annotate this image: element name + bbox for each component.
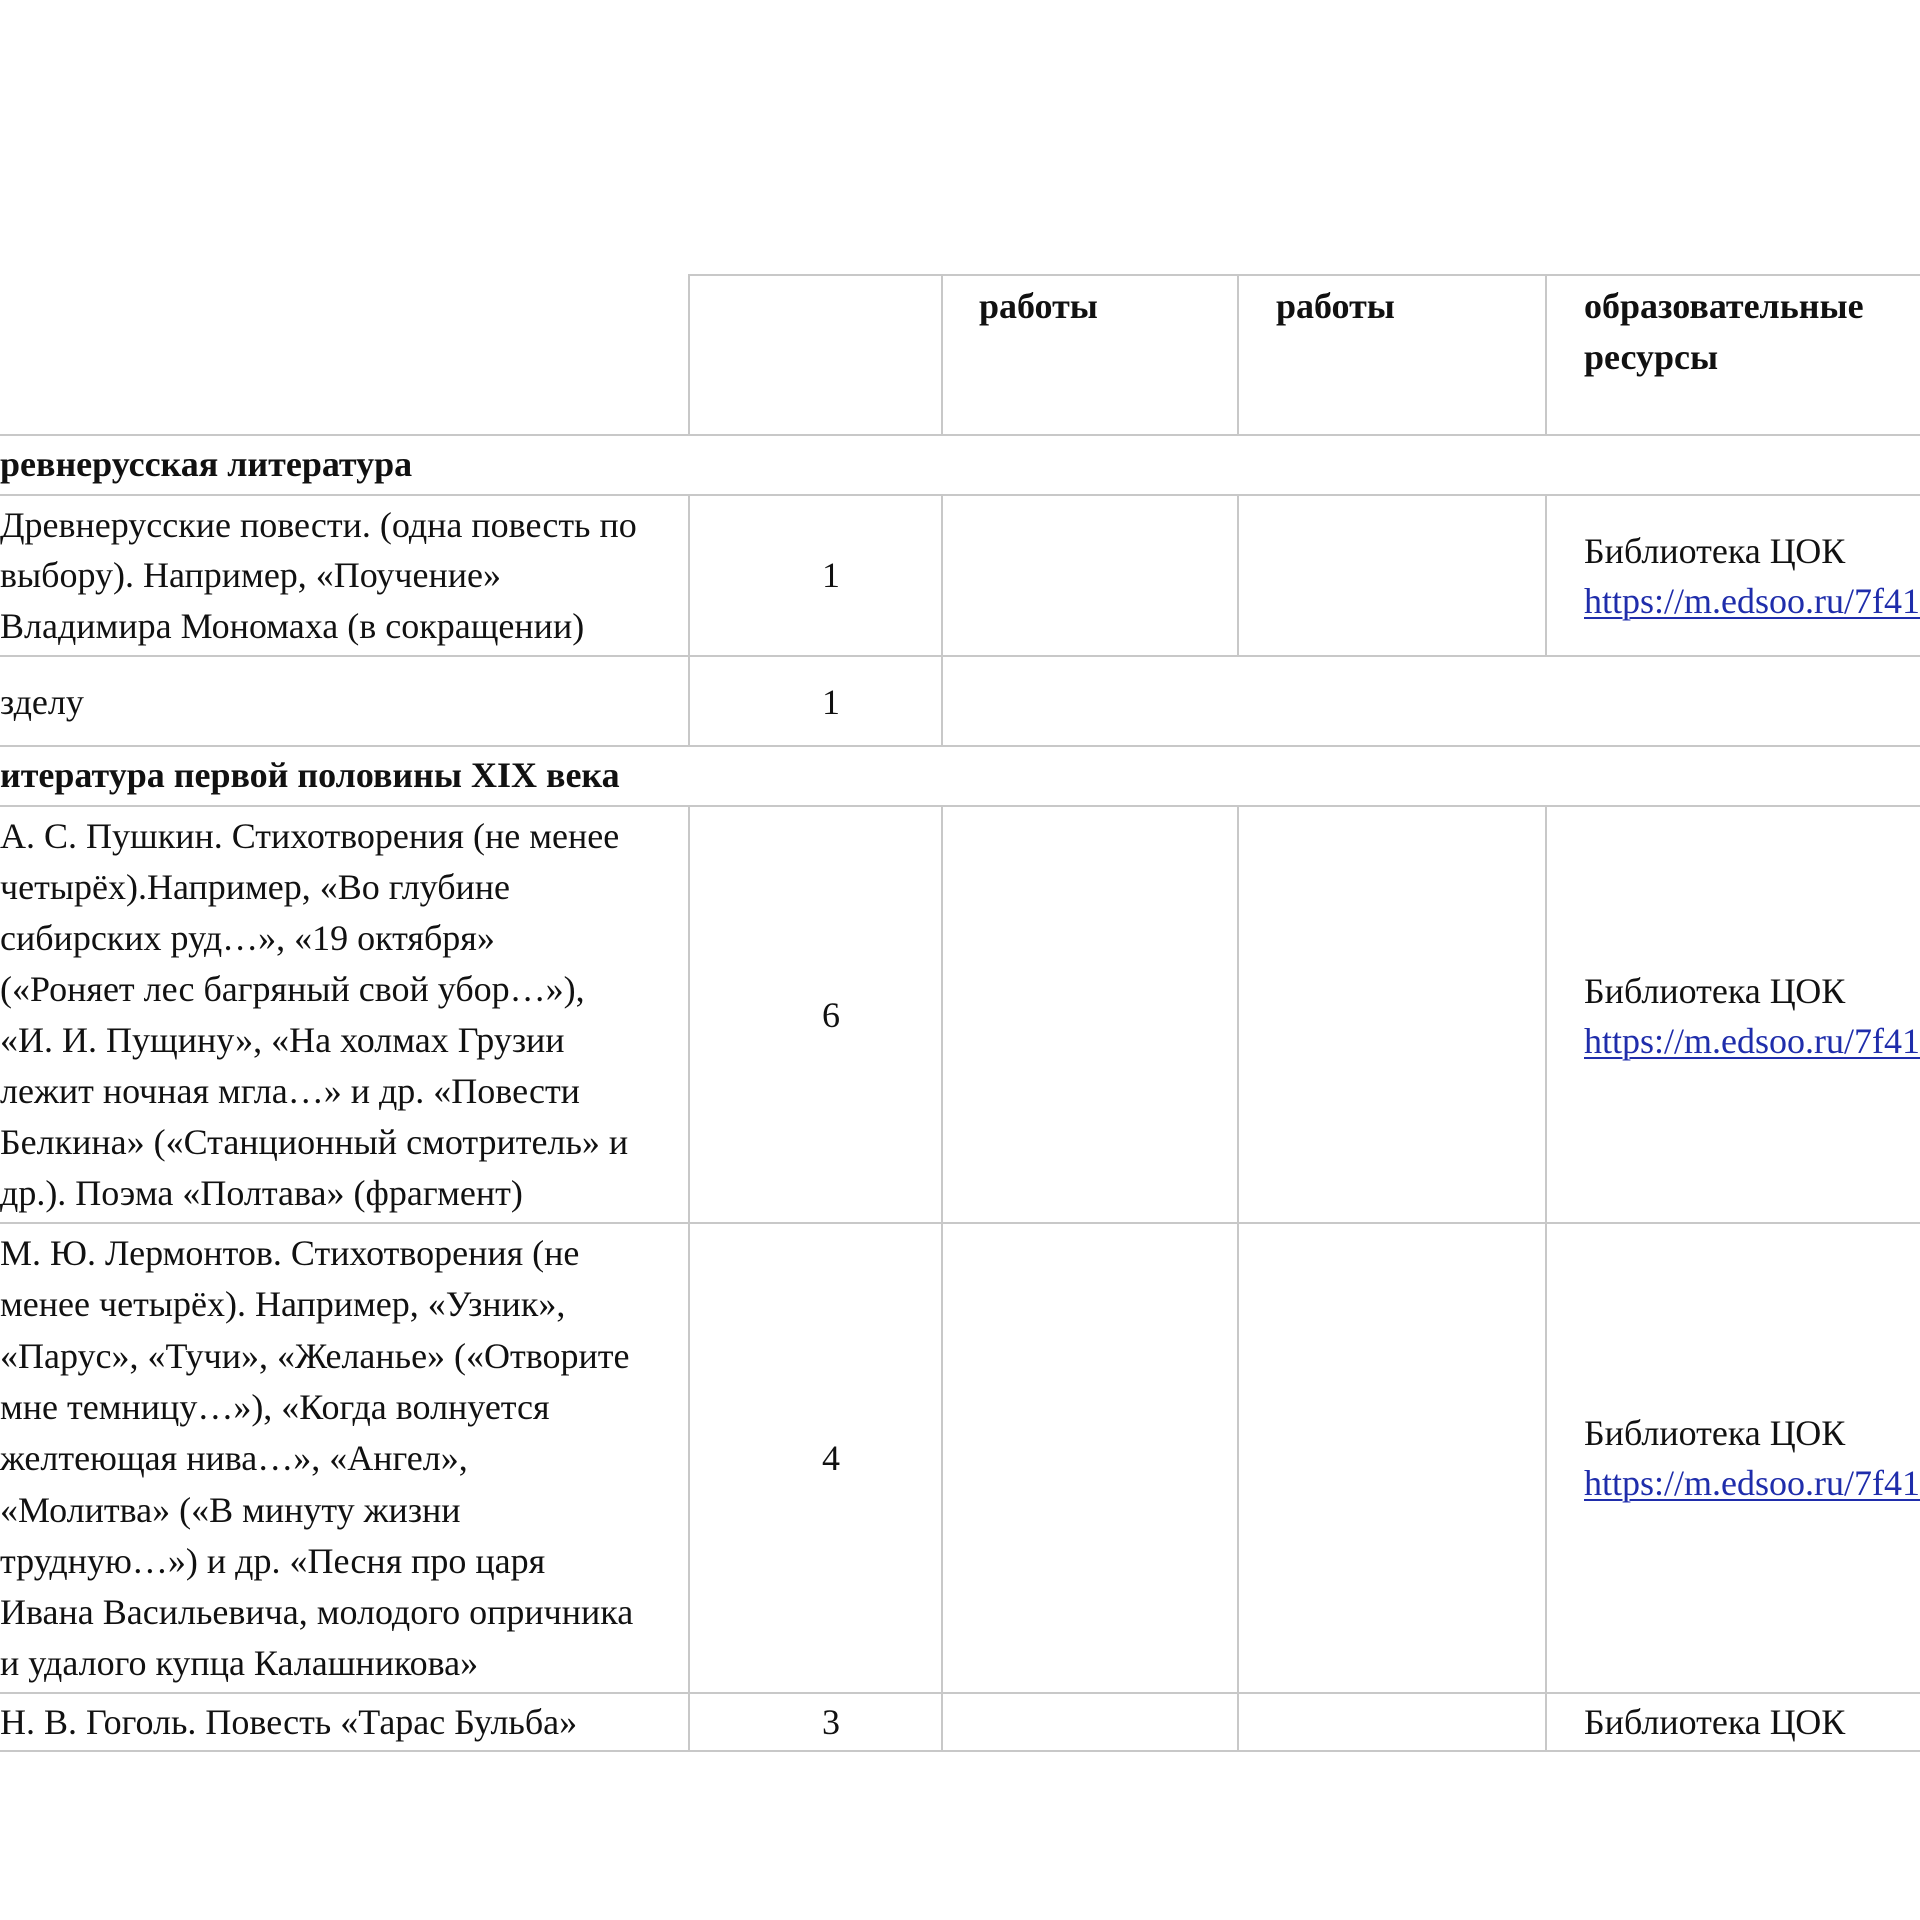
column-header: работы bbox=[1276, 286, 1395, 326]
row-text: и удалого купца Калашникова» bbox=[0, 1643, 479, 1683]
table-rule bbox=[941, 805, 943, 1751]
table-rule bbox=[941, 274, 943, 435]
row-text: «Молитва» («В минуту жизни bbox=[0, 1490, 461, 1530]
row-text: трудную…») и др. «Песня про царя bbox=[0, 1541, 546, 1581]
row-text: выбору). Например, «Поучение» bbox=[0, 555, 502, 595]
resource-label: Библиотека ЦОК bbox=[1584, 1702, 1846, 1742]
row-text: др.). Поэма «Полтава» (фрагмент) bbox=[0, 1173, 523, 1213]
row-text: Владимира Мономаха (в сокращении) bbox=[0, 606, 585, 646]
resource-link[interactable]: https://m.edsoo.ru/7f41 bbox=[1584, 1463, 1920, 1503]
row-text: мне темницу…»), «Когда волнуется bbox=[0, 1387, 550, 1427]
table-rule bbox=[1237, 274, 1239, 435]
row-text: А. С. Пушкин. Стихотворения (не менее bbox=[0, 816, 620, 856]
hours-cell: 6 bbox=[822, 995, 840, 1035]
column-header: образовательные bbox=[1584, 286, 1864, 326]
table-rule bbox=[1545, 274, 1547, 435]
table-rule bbox=[688, 274, 1920, 276]
table-rule bbox=[0, 1692, 1920, 1694]
table-rule bbox=[1237, 494, 1239, 655]
column-header: работы bbox=[979, 286, 1098, 326]
row-text: («Роняет лес багряный свой убор…»), bbox=[0, 969, 585, 1009]
row-text: М. Ю. Лермонтов. Стихотворения (не bbox=[0, 1233, 580, 1273]
row-text: четырёх).Например, «Во глубине bbox=[0, 867, 511, 907]
row-text: Белкина» («Станционный смотритель» и bbox=[0, 1122, 629, 1162]
table-rule bbox=[1237, 805, 1239, 1751]
row-text: «И. И. Пущину», «На холмах Грузии bbox=[0, 1020, 565, 1060]
section-title: итература первой половины XIX века bbox=[0, 755, 620, 795]
table-rule bbox=[688, 805, 690, 1751]
resource-label: Библиотека ЦОК bbox=[1584, 971, 1846, 1011]
row-text: сибирских руд…», «19 октября» bbox=[0, 918, 495, 958]
resource-label: Библиотека ЦОК bbox=[1584, 1413, 1846, 1453]
hours-cell: 4 bbox=[822, 1438, 840, 1478]
table-rule bbox=[1545, 805, 1547, 1751]
table-rule bbox=[688, 494, 690, 745]
table-rule bbox=[688, 274, 690, 435]
row-text: «Парус», «Тучи», «Желанье» («Отворите bbox=[0, 1336, 630, 1376]
hours-cell: 1 bbox=[822, 555, 840, 595]
row-text: Ивана Васильевича, молодого опричника bbox=[0, 1592, 634, 1632]
table-rule bbox=[1545, 494, 1547, 655]
resource-label: Библиотека ЦОК bbox=[1584, 531, 1846, 571]
row-text: Древнерусские повести. (одна повесть по bbox=[0, 505, 637, 545]
row-text: Н. В. Гоголь. Повесть «Тарас Бульба» bbox=[0, 1702, 578, 1742]
table-rule bbox=[0, 655, 1920, 657]
resource-link[interactable]: https://m.edsoo.ru/7f41 bbox=[1584, 581, 1920, 621]
table-rule bbox=[0, 494, 1920, 496]
resource-link[interactable]: https://m.edsoo.ru/7f41 bbox=[1584, 1021, 1920, 1061]
subtotal-label: зделу bbox=[0, 682, 84, 722]
table-rule bbox=[0, 745, 1920, 747]
row-text: лежит ночная мгла…» и др. «Повести bbox=[0, 1071, 580, 1111]
hours-cell: 3 bbox=[822, 1702, 840, 1742]
table-rule bbox=[0, 1750, 1920, 1752]
subtotal-hours: 1 bbox=[822, 682, 840, 722]
table-rule bbox=[0, 434, 1920, 436]
section-title: ревнерусская литература bbox=[0, 444, 413, 484]
row-text: желтеющая нива…», «Ангел», bbox=[0, 1438, 468, 1478]
column-header: ресурсы bbox=[1584, 337, 1719, 377]
table-rule bbox=[0, 805, 1920, 807]
row-text: менее четырёх). Например, «Узник», bbox=[0, 1284, 566, 1324]
table-rule bbox=[0, 1222, 1920, 1224]
